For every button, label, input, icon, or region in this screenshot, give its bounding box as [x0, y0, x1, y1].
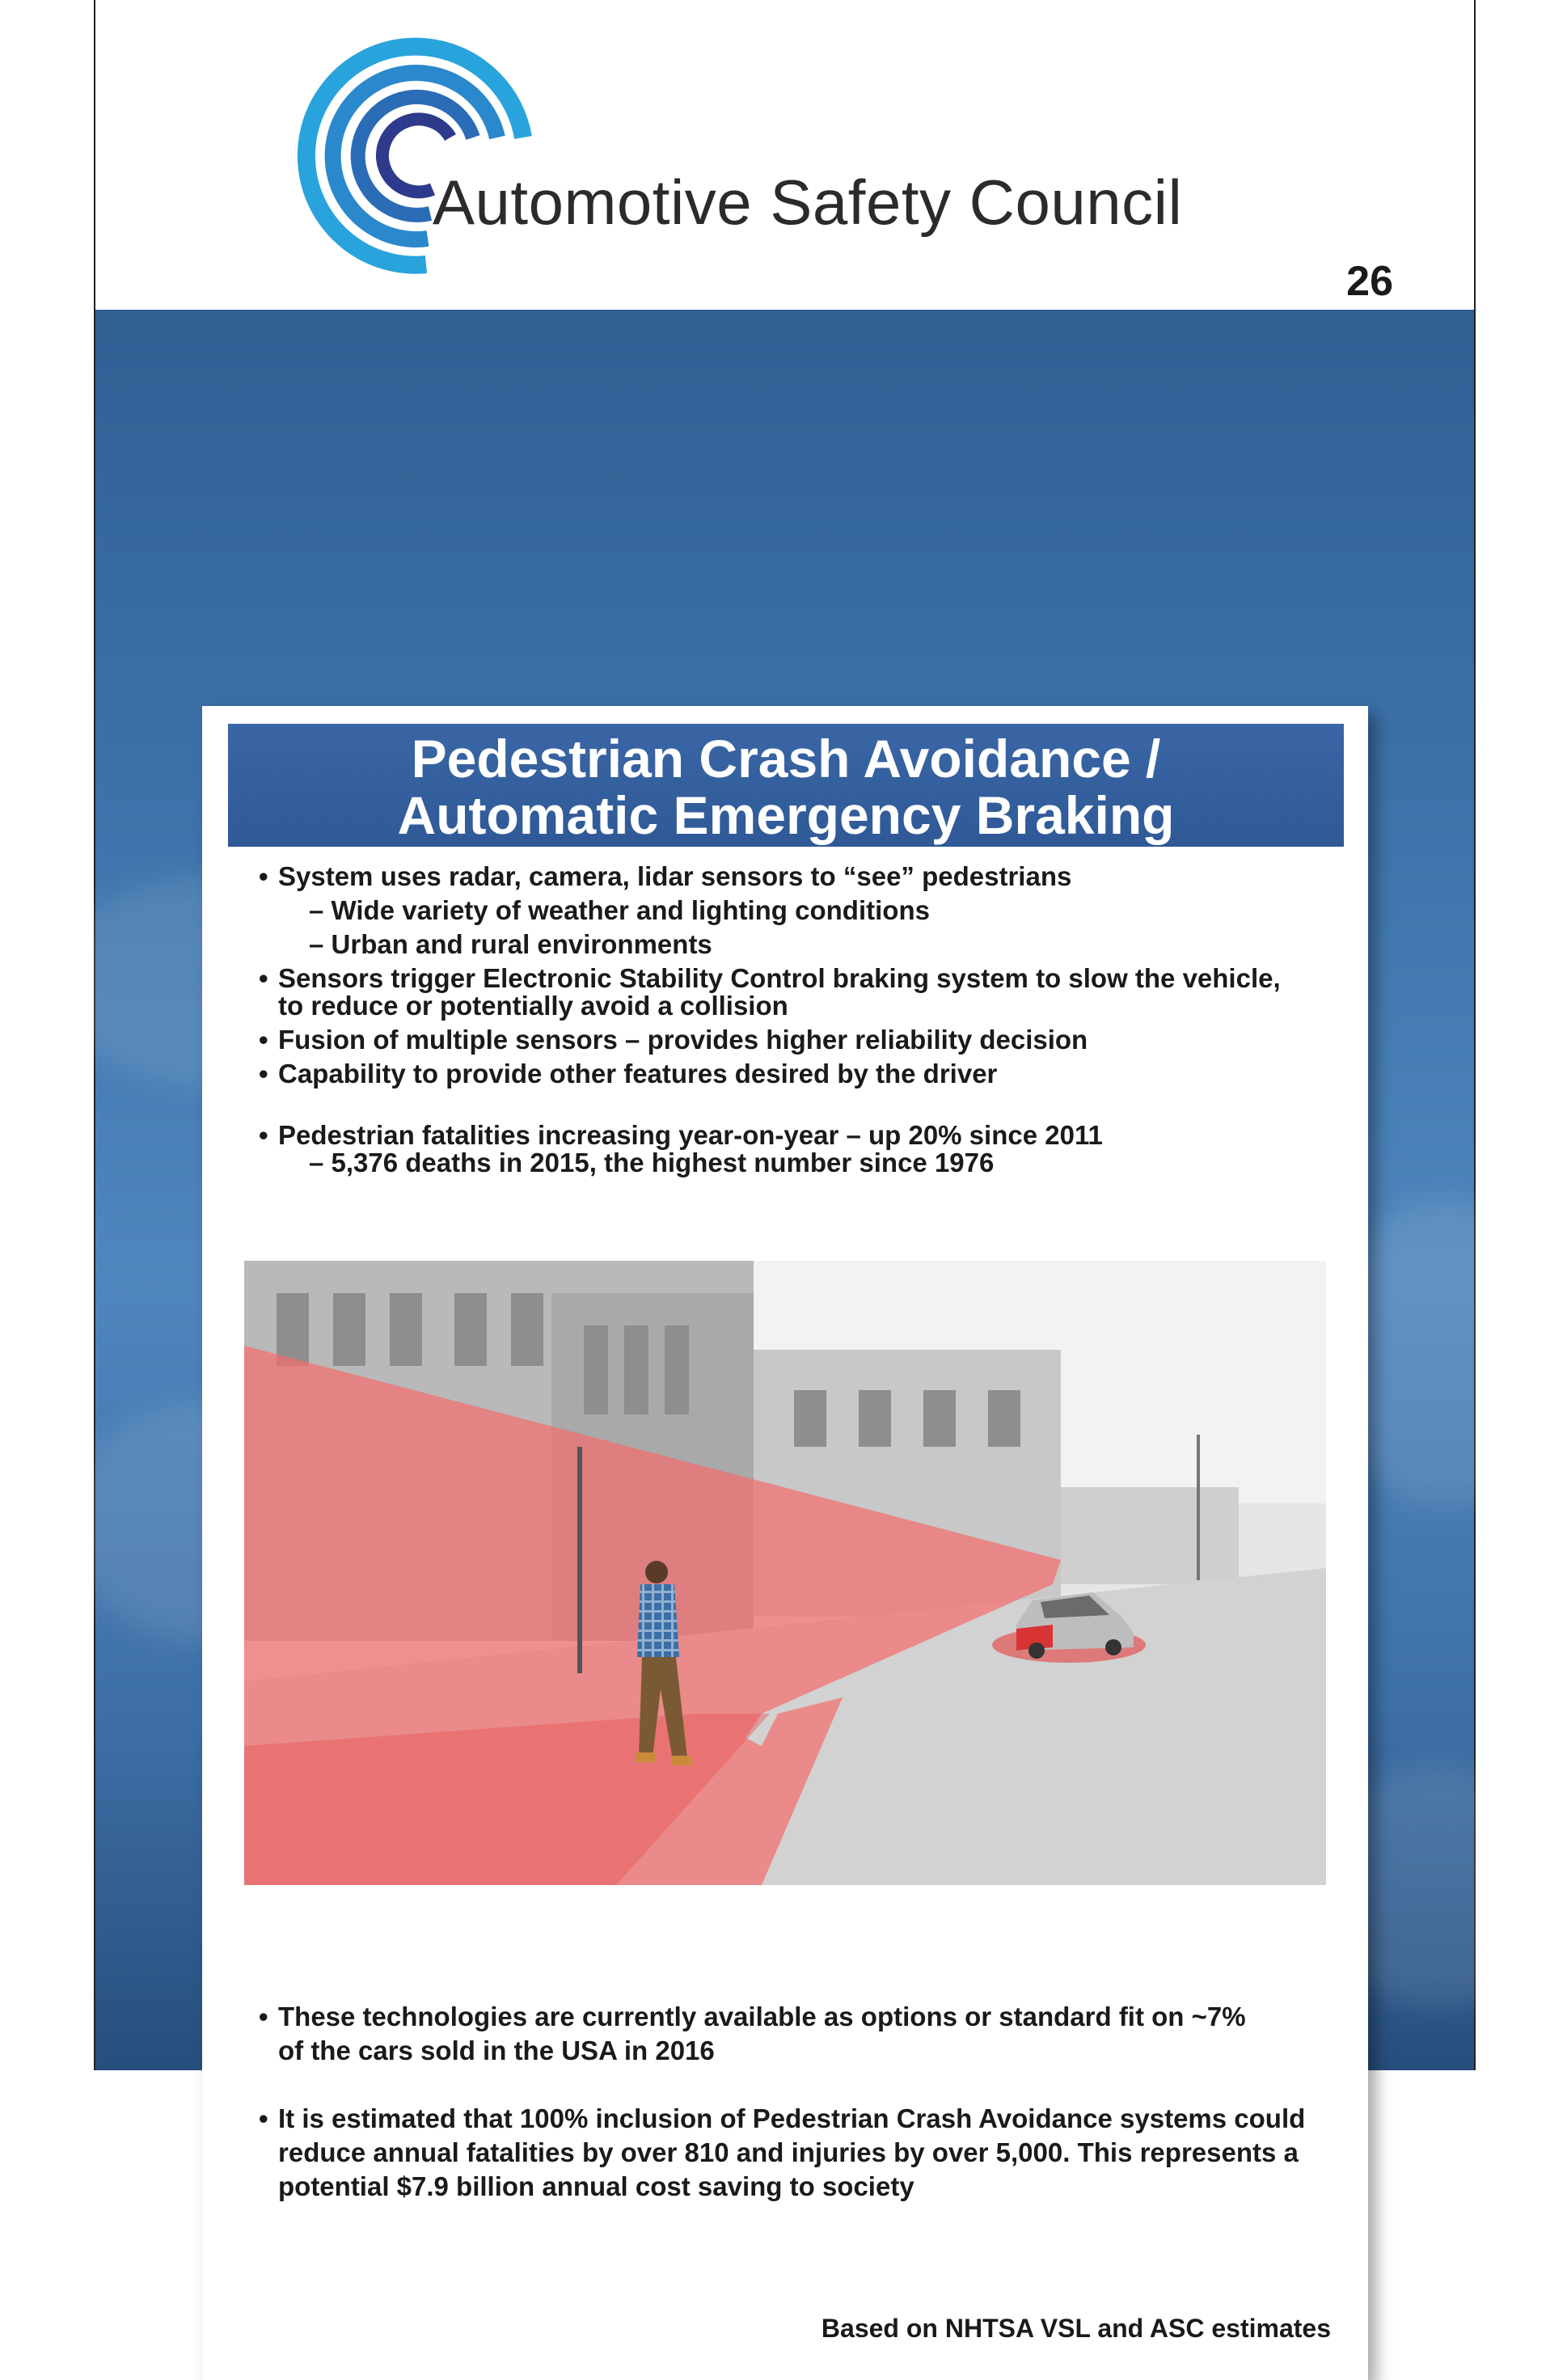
- street-scene-image: [244, 1261, 1326, 1885]
- header: [95, 0, 1474, 310]
- bullet-item: • Pedestrian fatalities increasing year-on-year – up 20% since 2011: [259, 1118, 1326, 1152]
- page-number: 26: [1346, 258, 1393, 305]
- bullet-item: • System uses radar, camera, lidar sensors to “see” pedestrians: [259, 860, 1326, 894]
- slide-card: [202, 706, 1368, 2380]
- bullet-item: [259, 2102, 1326, 2204]
- asc-logo-icon: [305, 42, 555, 277]
- background-panel: [95, 310, 1474, 2343]
- bullet-line: reduce annual fatalities by over 810 and injuries by over 5,000. This represents a: [278, 2137, 1299, 2167]
- bullet-line: of the cars sold in the USA in 2016: [278, 2035, 715, 2065]
- bullet-line: potential $7.9 billion annual cost saving to society: [278, 2171, 914, 2201]
- bullet-item: [259, 2000, 1326, 2068]
- summary-bullet-list: [259, 2000, 1326, 2204]
- bullet-line: • It is estimated that 100% inclusion of Pedestrian Crash Avoidance systems could: [278, 2103, 1306, 2133]
- slide-title-line2: Automatic Emergency Braking: [397, 785, 1175, 845]
- source-note: Based on NHTSA VSL and ASC estimates: [821, 2314, 1331, 2343]
- bullet-list: [259, 860, 1326, 1180]
- bullet-item: [259, 962, 1326, 1023]
- org-name: Automotive Safety Council: [433, 167, 1183, 238]
- sub-bullet-item: – Wide variety of weather and lighting conditions: [309, 895, 930, 925]
- slide-title: [228, 724, 1344, 847]
- sub-bullet-item: – Urban and rural environments: [309, 929, 712, 959]
- bullet-line: • These technologies are currently available as options or standard fit on ~7%: [278, 2002, 1246, 2031]
- page: [94, 0, 1476, 2343]
- bullet-item: • Fusion of multiple sensors – provides higher reliability decision: [259, 1023, 1326, 1057]
- street-scene-illustration: [244, 1261, 1326, 1885]
- sub-bullet-item: – 5,376 deaths in 2015, the highest number since 1976: [309, 1148, 995, 1177]
- bullet-line: • Sensors trigger Electronic Stability Control braking system to slow the vehicle,: [278, 963, 1281, 993]
- slide-title-line1: Pedestrian Crash Avoidance /: [411, 729, 1161, 788]
- bullet-line: to reduce or potentially avoid a collision: [278, 991, 788, 1021]
- bullet-item: • Capability to provide other features desired by the driver: [259, 1057, 1326, 1091]
